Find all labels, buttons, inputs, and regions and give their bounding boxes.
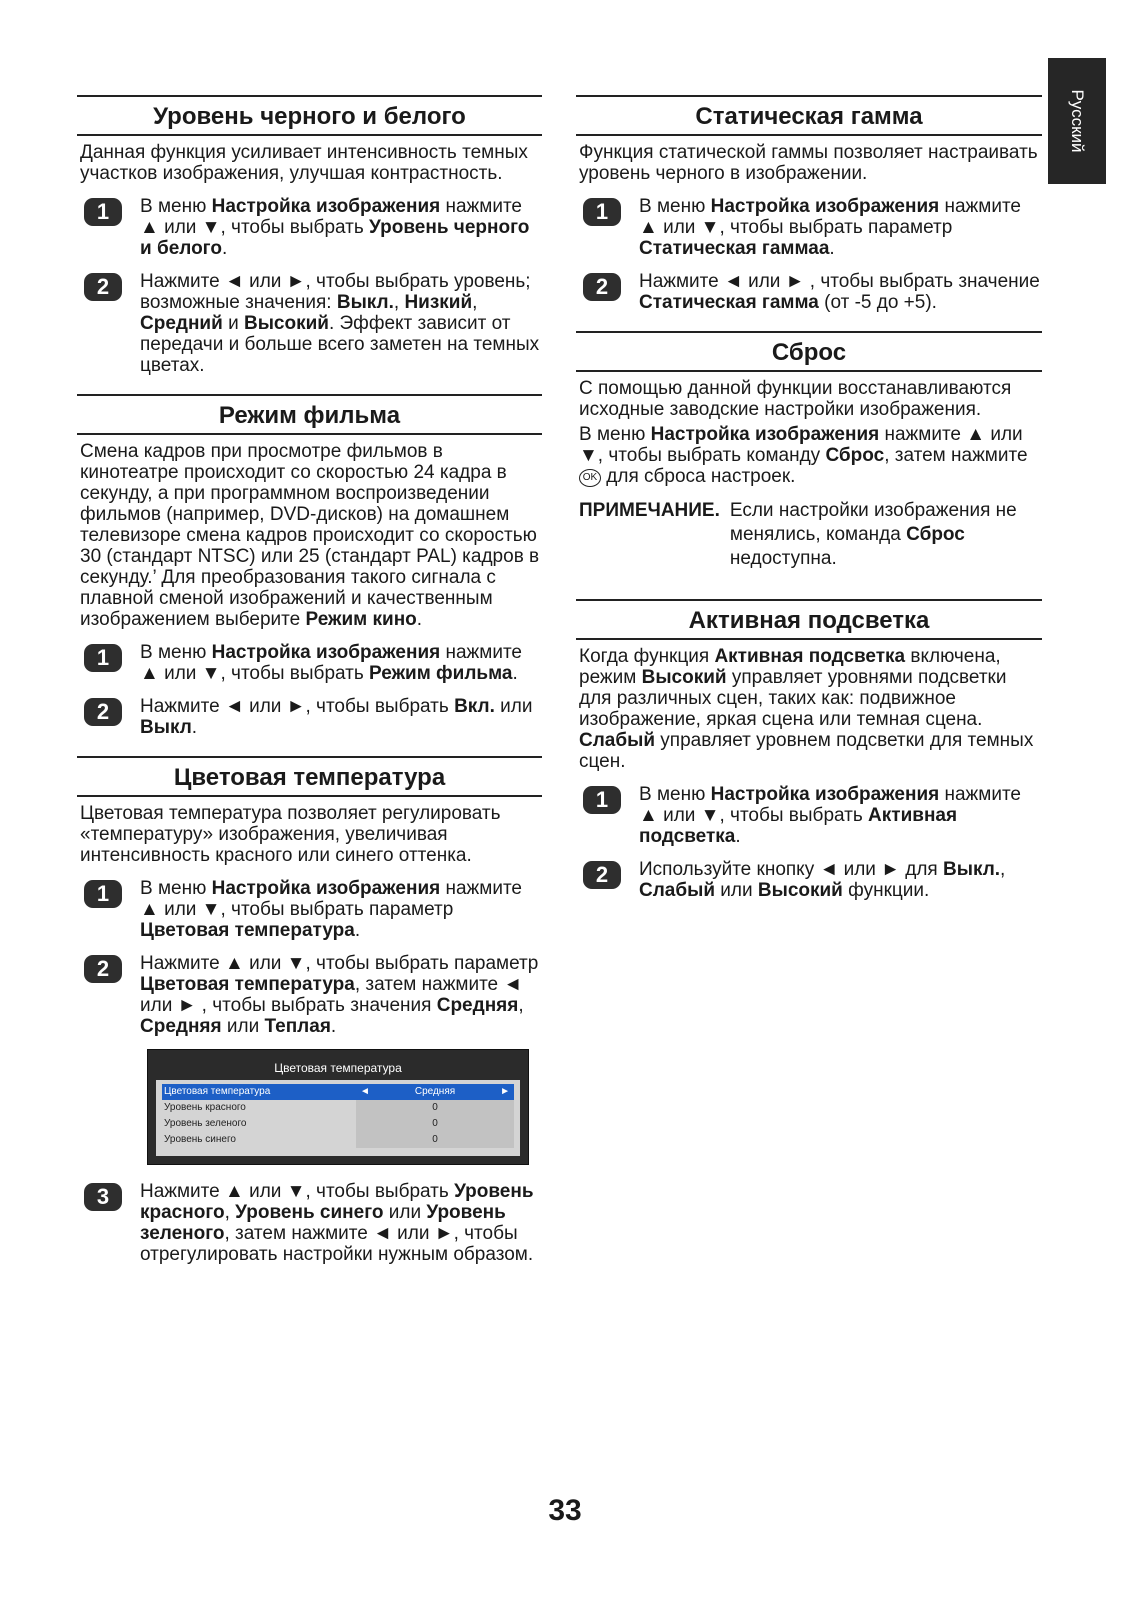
section-title: Уровень черного и белого	[77, 95, 542, 136]
step-text: Используйте кнопку ◄ или ► для Выкл., Слабый или Высокий функции.	[639, 859, 1006, 901]
section-title: Цветовая температура	[77, 756, 542, 797]
osd-row-color-temperature	[162, 1084, 514, 1100]
step-2	[84, 696, 542, 738]
osd-row-value-box	[356, 1084, 514, 1100]
step-text: Нажмите ◄ или ►, чтобы выбрать Вкл. или Выкл.	[140, 696, 533, 738]
ok-button-icon: OK	[579, 469, 601, 487]
section-title: Статическая гамма	[576, 95, 1042, 136]
step-text: Нажмите ▲ или ▼, чтобы выбрать параметр Цветовая температура, затем нажмите ◄ или ► , чтобы выбрать значения Средняя, Средняя или Теплая.	[140, 953, 539, 1037]
osd-title: Цветовая температура	[274, 1061, 402, 1075]
osd-panel	[156, 1080, 520, 1156]
section-title: Режим фильма	[77, 394, 542, 435]
osd-row-value: 0	[356, 1100, 514, 1116]
note	[579, 499, 1042, 571]
step-number-badge: 1	[84, 880, 122, 908]
osd-row-label: Уровень красного	[164, 1102, 246, 1113]
step-text: Нажмите ◄ или ►, чтобы выбрать уровень; возможные значения: Выкл., Низкий, Средний и Высокий. Эффект зависит от передачи и больше всего заметен на темных цветах.	[140, 271, 540, 376]
step-text: В меню Настройка изображения нажмите ▲ или ▼, чтобы выбрать параметр Статическая гаммаа.	[639, 196, 1021, 259]
osd-row-label: Уровень синего	[164, 1134, 236, 1145]
step-number-badge: 1	[583, 198, 621, 226]
section-intro: С помощью данной функции восстанавливаются исходные заводские настройки изображения.	[579, 378, 1012, 420]
step-text: Нажмите ◄ или ► , чтобы выбрать значение Статическая гамма (от -5 до +5).	[639, 271, 1040, 313]
language-label: Русский	[1068, 89, 1087, 153]
step-number-badge: 1	[84, 198, 122, 226]
section-static-gamma	[576, 95, 1042, 313]
note-label: ПРИМЕЧАНИЕ.	[579, 500, 720, 521]
osd-menu-screenshot	[147, 1049, 529, 1165]
step-number-badge: 2	[84, 698, 122, 726]
arrow-right-icon: ►	[500, 1086, 510, 1097]
reset-instruction: В меню Настройка изображения нажмите ▲ или ▼, чтобы выбрать команду Сброс, затем нажмите OK для сброса настроек.	[579, 424, 1028, 487]
step-text: Нажмите ▲ или ▼, чтобы выбрать Уровень красного, Уровень синего или Уровень зеленого, затем нажмите ◄ или ►, чтобы отрегулировать настройки нужным образом.	[140, 1181, 534, 1265]
step-2	[84, 953, 542, 1037]
osd-row-green-level	[162, 1116, 514, 1132]
step-number-badge: 2	[84, 955, 122, 983]
arrow-left-icon: ◄	[360, 1086, 370, 1097]
page-number: 33	[548, 1494, 582, 1527]
section-intro: Цветовая температура позволяет регулировать «температуру» изображения, увеличивая интенсивность красного или синего оттенка.	[80, 803, 501, 866]
step-number-badge: 3	[84, 1183, 122, 1211]
step-1	[84, 878, 542, 941]
section-reset	[576, 331, 1042, 571]
left-column	[77, 95, 542, 1283]
step-1	[84, 196, 542, 259]
right-column	[576, 95, 1042, 919]
section-color-temperature	[77, 756, 542, 1265]
section-title: Активная подсветка	[576, 599, 1042, 640]
note-text: Если настройки изображения не менялись, команда Сброс недоступна.	[729, 500, 1017, 569]
osd-row-value: 0	[356, 1116, 514, 1132]
section-intro: Функция статической гаммы позволяет настраивать уровень черного в изображении.	[579, 142, 1038, 184]
section-active-backlight	[576, 599, 1042, 901]
section-intro: Когда функция Активная подсветка включена, режим Высокий управляет уровнями подсветки для различных сцен, таких как: подвижное изображение, яркая сцена или темная сцена. Слабый управляет уровнем подсветки для темных сцен.	[579, 646, 1034, 772]
osd-row-red-level	[162, 1100, 514, 1116]
section-film-mode	[77, 394, 542, 738]
section-title: Сброс	[576, 331, 1042, 372]
language-tab	[1048, 58, 1106, 184]
step-2	[84, 271, 542, 376]
step-text: В меню Настройка изображения нажмите ▲ или ▼, чтобы выбрать Режим фильма.	[140, 642, 522, 684]
step-number-badge: 1	[84, 644, 122, 672]
step-text: В меню Настройка изображения нажмите ▲ или ▼, чтобы выбрать параметр Цветовая температура.	[140, 878, 522, 941]
step-2	[583, 859, 1042, 901]
step-1	[84, 642, 542, 684]
osd-row-label: Уровень зеленого	[164, 1118, 247, 1129]
step-2	[583, 271, 1042, 313]
step-1	[583, 196, 1042, 259]
section-intro: Смена кадров при просмотре фильмов в кинотеатре происходит со скоростью 24 кадра в секунду, а при программном воспроизведении фильмов (например, DVD-дисков) на домашнем телевизоре смена кадров происходит со скоростью 30 (стандарт NTSC) или 25 (стандарт PAL) кадров в секунду.’ Для преобразования такого сигнала с плавной сменой изображений и качественным изображением выберите Режим кино.	[80, 441, 540, 630]
step-text: В меню Настройка изображения нажмите ▲ или ▼, чтобы выбрать Уровень черного и белого.	[140, 196, 530, 259]
osd-row-label: Цветовая температура	[162, 1084, 356, 1100]
step-3	[84, 1181, 542, 1265]
step-number-badge: 2	[583, 861, 621, 889]
osd-row-value: Средняя	[414, 1086, 456, 1097]
osd-row-blue-level	[162, 1132, 514, 1148]
section-intro: Данная функция усиливает интенсивность темных участков изображения, улучшая контрастность.	[80, 142, 528, 184]
step-1	[583, 784, 1042, 847]
step-number-badge: 2	[84, 273, 122, 301]
step-number-badge: 1	[583, 786, 621, 814]
osd-row-value: 0	[356, 1132, 514, 1148]
step-number-badge: 2	[583, 273, 621, 301]
step-text: В меню Настройка изображения нажмите ▲ или ▼, чтобы выбрать Активная подсветка.	[639, 784, 1021, 847]
section-black-white	[77, 95, 542, 376]
